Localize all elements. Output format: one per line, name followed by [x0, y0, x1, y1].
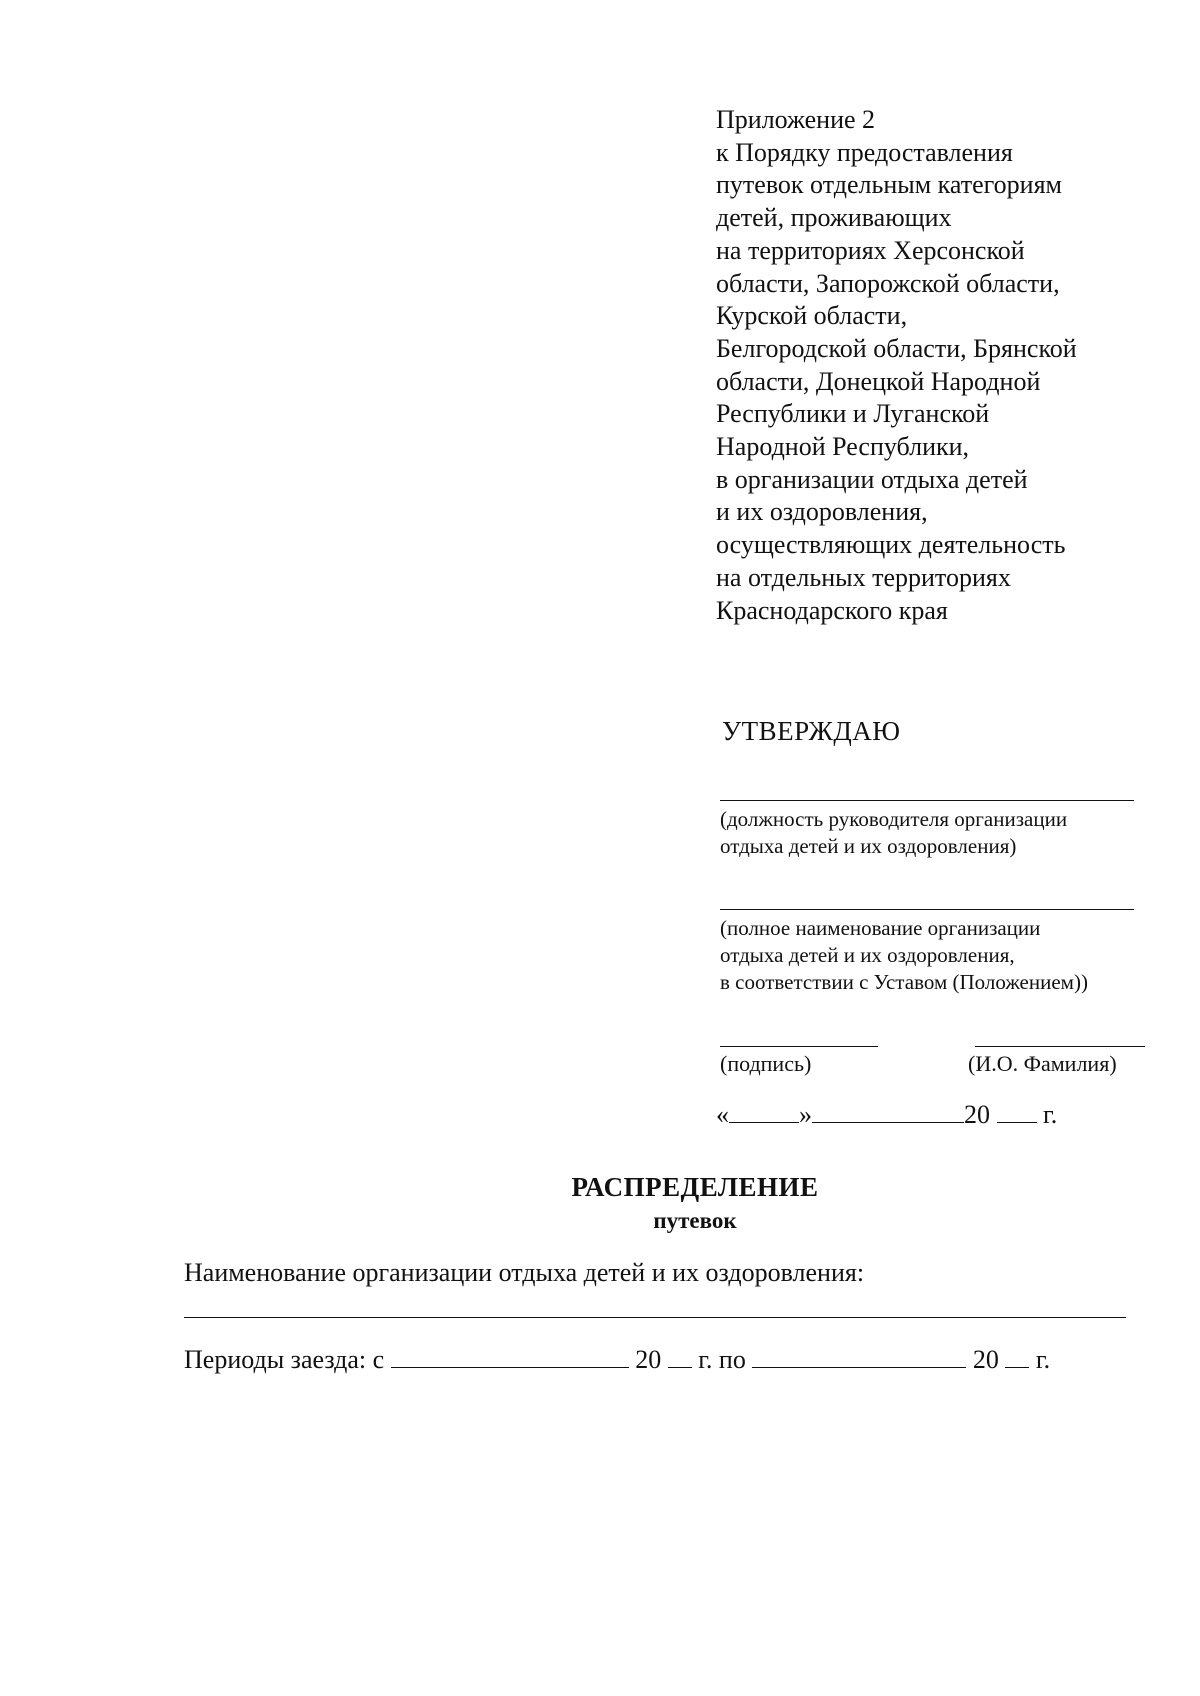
- position-caption-line: (должность руководителя организации: [720, 807, 1068, 831]
- appendix-line: Приложение 2: [716, 105, 876, 134]
- appendix-line: Народной Республики,: [716, 432, 970, 462]
- appendix-line: на отдельных территориях: [716, 562, 1011, 592]
- signature-blank-line[interactable]: [720, 1046, 878, 1047]
- year-blank[interactable]: [997, 1100, 1037, 1123]
- close-quote: »: [799, 1100, 812, 1129]
- appendix-line: Белгородской области, Брянской: [716, 333, 1077, 363]
- appendix-line: к Порядку предоставления: [716, 137, 1013, 167]
- org-label: Наименование организации отдыха детей и их оздоровления:: [184, 1258, 865, 1287]
- appendix-line: детей, проживающих: [716, 203, 952, 233]
- period-end-year-prefix: 20: [972, 1345, 999, 1374]
- open-quote: «: [716, 1100, 729, 1129]
- appendix-line: осуществляющих деятельность: [716, 530, 1066, 560]
- approval-date: [716, 1100, 1057, 1130]
- period-start-year-prefix: 20: [635, 1345, 662, 1374]
- appendix-line: Республики и Луганской: [716, 399, 990, 429]
- periods-label: Периоды заезда: с: [184, 1345, 385, 1374]
- appendix-line: области, Запорожской области,: [716, 268, 1060, 298]
- period-end-blank[interactable]: [752, 1345, 966, 1368]
- org-caption-line: в соответствии с Уставом (Положением)): [720, 970, 1088, 994]
- org-blank-line[interactable]: [184, 1317, 1126, 1318]
- appendix-line: в организации отдыха детей: [716, 464, 1028, 494]
- appendix-line: Краснодарского края: [716, 595, 948, 625]
- period-end-year-blank[interactable]: [1005, 1345, 1029, 1368]
- name-caption: (И.О. Фамилия): [968, 1051, 1117, 1076]
- month-blank[interactable]: [812, 1100, 964, 1123]
- document-title: РАСПРЕДЕЛЕНИЕ: [571, 1172, 819, 1202]
- org-caption-line: отдыха детей и их оздоровления,: [720, 943, 1015, 967]
- day-blank[interactable]: [729, 1100, 799, 1123]
- position-caption: [720, 806, 1067, 860]
- year-suffix: г.: [1043, 1100, 1058, 1129]
- appendix-line: на территориях Херсонской: [716, 235, 1025, 265]
- appendix-line: области, Донецкой Народной: [716, 366, 1041, 396]
- arrival-periods: [184, 1345, 1050, 1375]
- appendix-line: Курской области,: [716, 301, 908, 331]
- document-subtitle: путевок: [653, 1208, 737, 1233]
- org-caption-line: (полное наименование организации: [720, 916, 1041, 940]
- appendix-line: путевок отдельным категориям: [716, 170, 1063, 200]
- signature-caption: (подпись): [720, 1051, 812, 1076]
- name-blank-line[interactable]: [975, 1046, 1145, 1047]
- appendix-line: и их оздоровления,: [716, 497, 928, 527]
- org-name-caption: [720, 915, 1088, 996]
- period-middle: г. по: [698, 1345, 746, 1374]
- appendix-block: [716, 104, 1176, 627]
- approval-title: УТВЕРЖДАЮ: [722, 716, 901, 746]
- year-prefix: 20: [964, 1100, 990, 1129]
- org-name-blank-line[interactable]: [720, 909, 1134, 910]
- period-end: г.: [1035, 1345, 1051, 1374]
- position-caption-line: отдыха детей и их оздоровления): [720, 834, 1017, 858]
- period-start-year-blank[interactable]: [668, 1345, 692, 1368]
- period-start-blank[interactable]: [391, 1345, 629, 1368]
- position-blank-line[interactable]: [720, 800, 1134, 801]
